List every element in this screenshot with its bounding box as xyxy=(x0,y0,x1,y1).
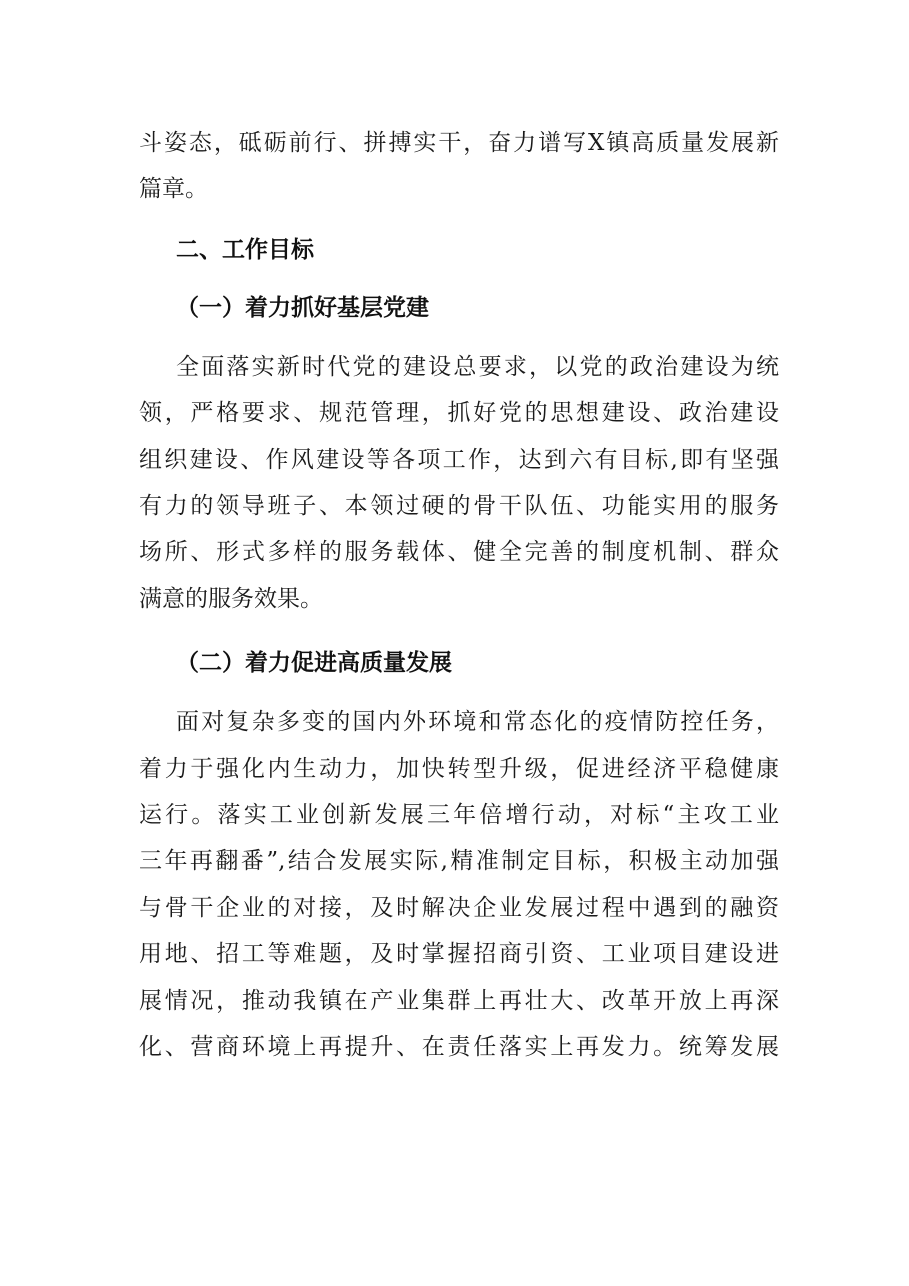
paragraph-line: 化、营商环境上再提升、在责任落实上再发力。统筹发展 xyxy=(139,1034,779,1060)
paragraph-line: 着力于强化内生动力，加快转型升级，促进经济平稳健康 xyxy=(139,756,779,782)
paragraph-line: 展情况，推动我镇在产业集群上再壮大、改革开放上再深 xyxy=(139,988,779,1014)
paragraph-line: 面对复杂多变的国内外环境和常态化的疫情防控任务， xyxy=(176,709,779,735)
paragraph-line: 全面落实新时代党的建设总要求，以党的政治建设为统 xyxy=(176,354,779,380)
paragraph-line: 有力的领导班子、本领过硬的骨干队伍、功能实用的服务 xyxy=(139,493,779,519)
paragraph-line: 三年再翻番”,结合发展实际,精准制定目标，积极主动加强 xyxy=(139,848,779,874)
paragraph-line: 组织建设、作风建设等各项工作，达到六有目标,即有坚强 xyxy=(139,447,779,473)
paragraph-line: 场所、形式多样的服务载体、健全完善的制度机制、群众 xyxy=(139,539,779,565)
subsection-heading-2: （二）着力促进高质量发展 xyxy=(176,650,452,676)
section-heading: 二、工作目标 xyxy=(176,237,314,263)
paragraph-line: 篇章。 xyxy=(139,176,208,202)
paragraph-line: 用地、招工等难题，及时掌握招商引资、工业项目建设进 xyxy=(139,941,779,967)
paragraph-line: 与骨干企业的对接，及时解决企业发展过程中遇到的融资 xyxy=(139,895,779,921)
paragraph-line: 满意的服务效果。 xyxy=(139,586,323,612)
paragraph-line: 斗姿态，砥砺前行、拼搏实干，奋力谱写Ⅹ镇高质量发展新 xyxy=(139,130,779,156)
paragraph-line: 领，严格要求、规范管理，抓好党的思想建设、政治建设 xyxy=(139,400,779,426)
paragraph-line: 运行。落实工业创新发展三年倍增行动，对标“主攻工业 xyxy=(139,802,779,828)
subsection-heading-1: （一）着力抓好基层党建 xyxy=(176,295,429,321)
